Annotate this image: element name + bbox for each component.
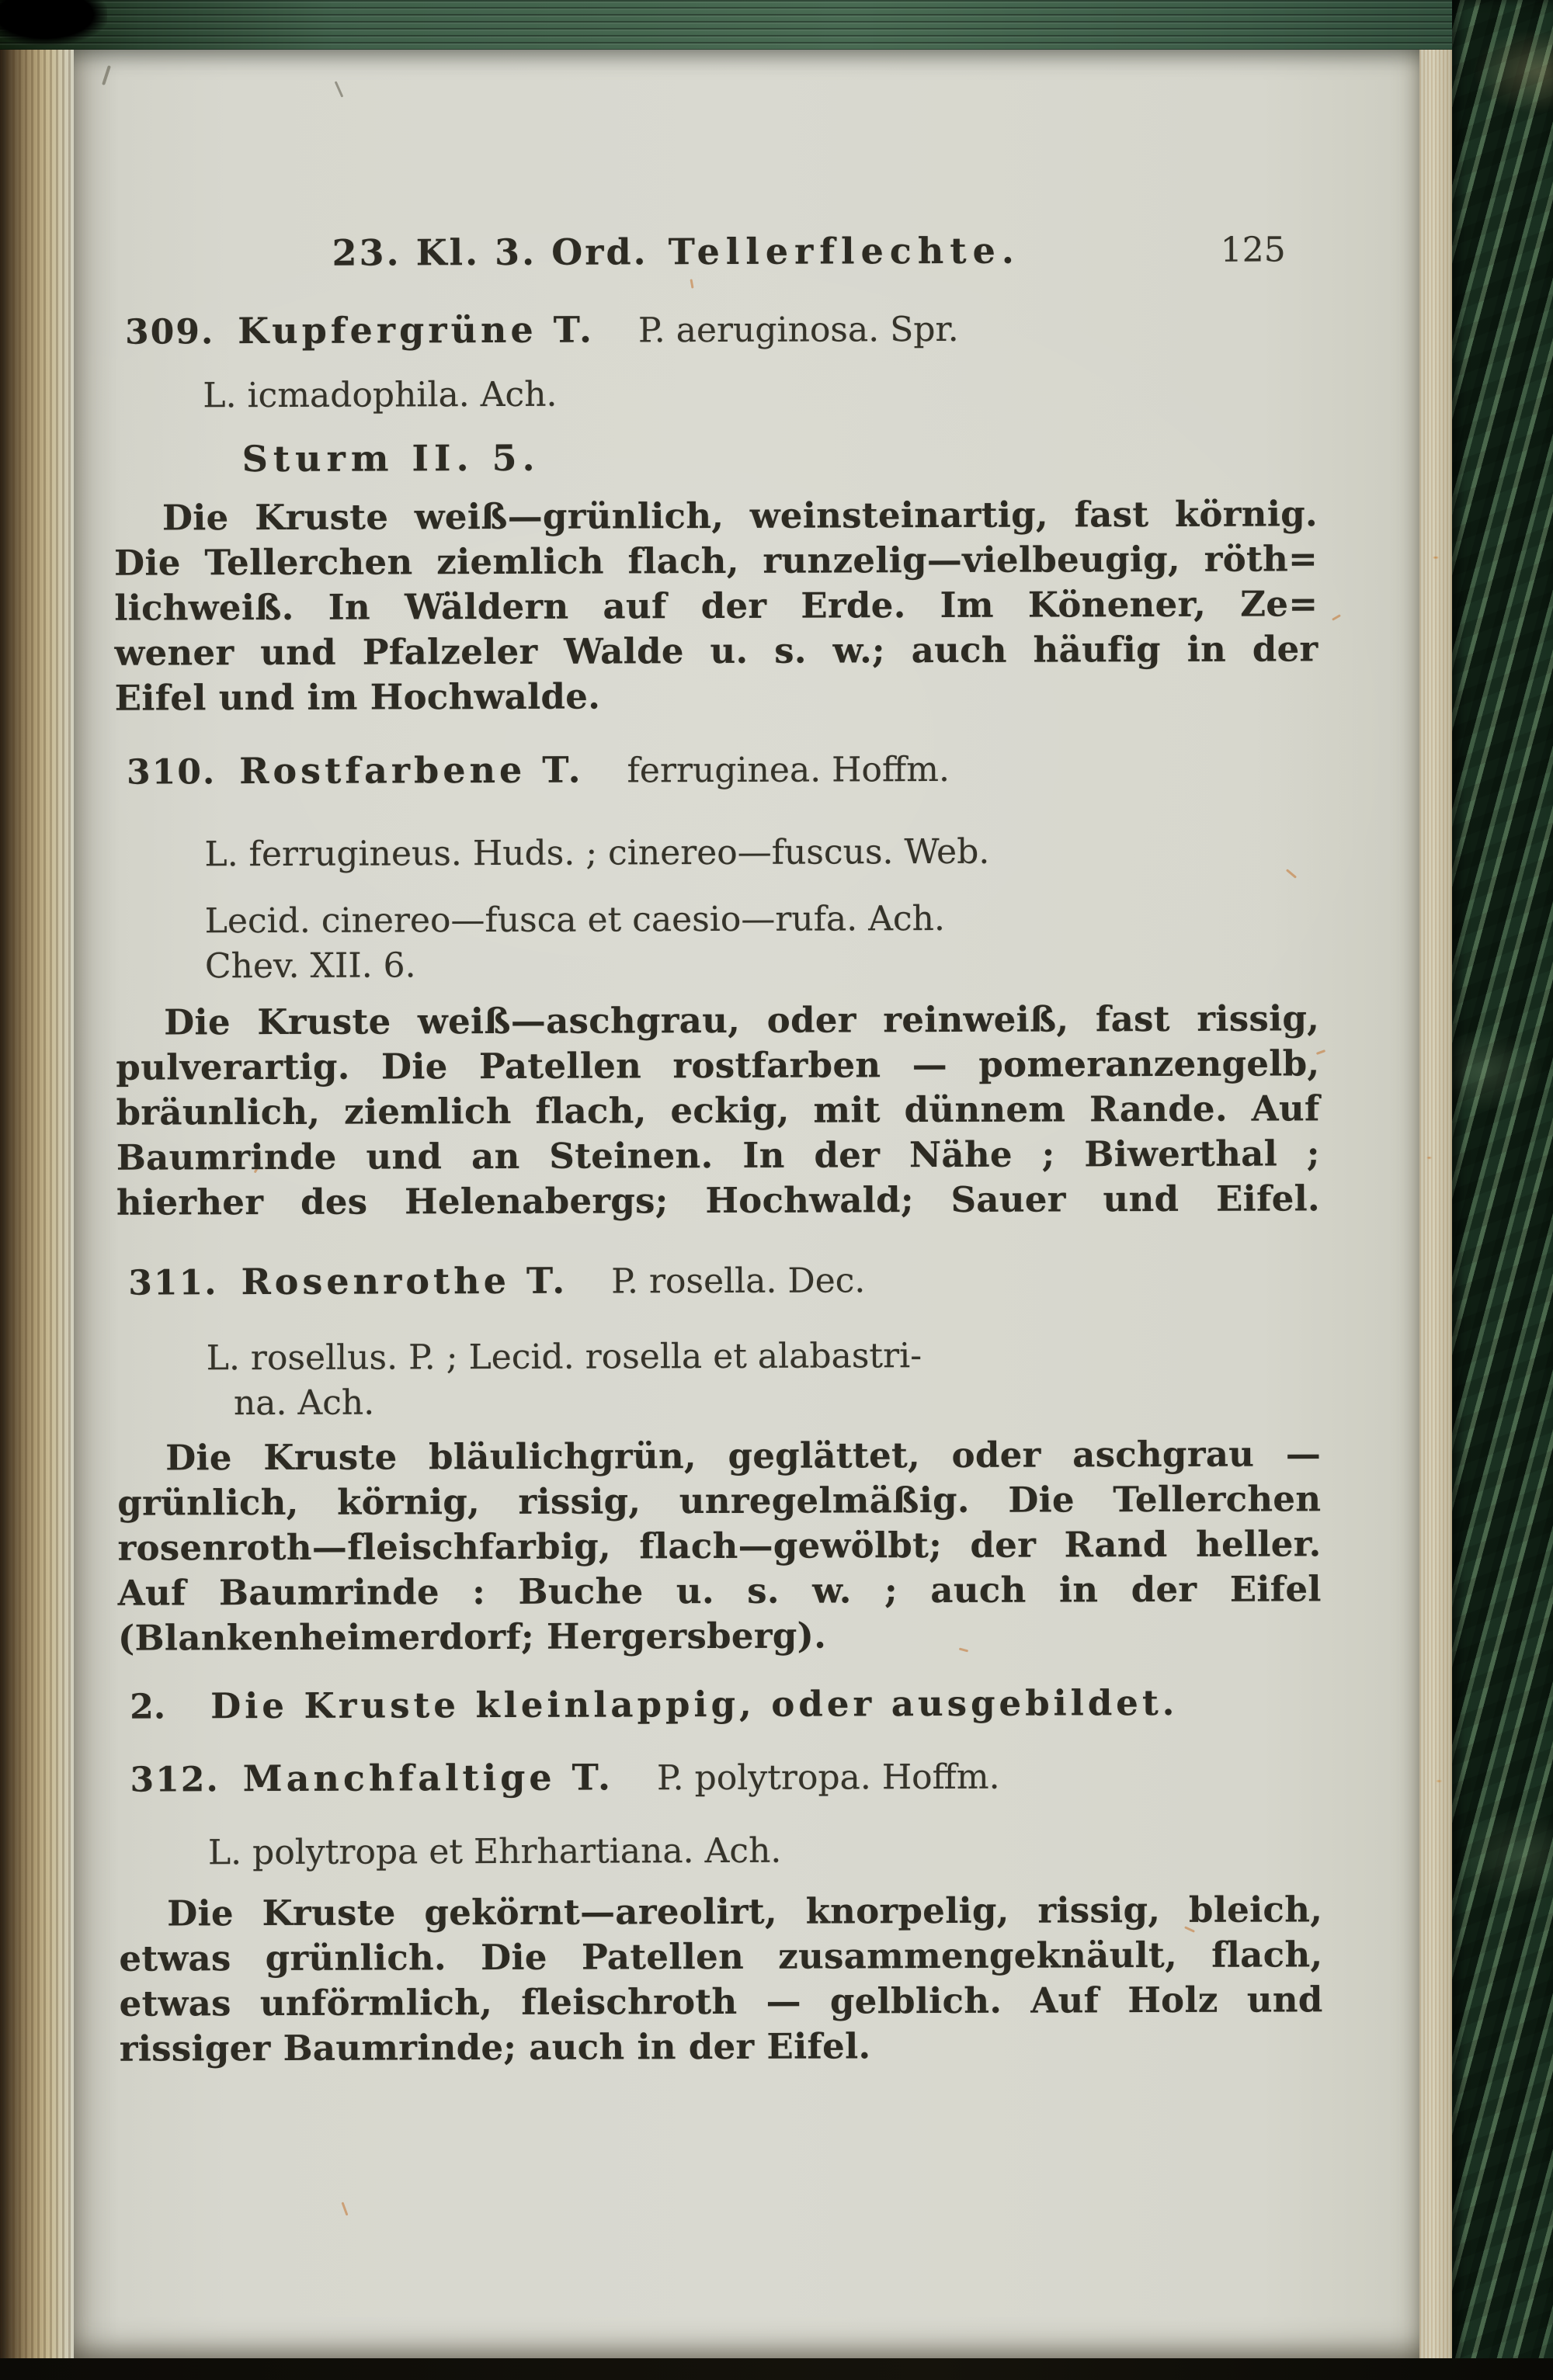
synonym-line: Lecid. cinereo—fusca et caesio—rufa. Ach.: [204, 898, 946, 942]
description-paragraph: [116, 996, 1320, 1225]
description-line: rosenroth—fleischfarbig, flach—gewölbt; der Rand heller.: [117, 1523, 1322, 1569]
book-bottom-edge: [0, 2358, 1553, 2380]
synonym-line: L. icmadophila. Ach.: [203, 374, 558, 416]
section-number: 2.: [130, 1687, 166, 1727]
description-line: etwas grünlich. Die Patellen zusammengeknäult, flach,: [119, 1934, 1323, 1979]
description-line: Auf Baumrinde : Buche u. s. w. ; auch in der Eifel: [117, 1568, 1322, 1614]
entry-latin-name: P. polytropa. Hoffm.: [656, 1757, 1000, 1799]
paper-fiber: [1332, 614, 1341, 621]
entry-heading-312: [118, 1754, 1333, 1799]
entry-number: 312.: [130, 1760, 220, 1800]
synonym-line: na. Ach.: [233, 1383, 375, 1424]
entry-german-name: Kupfergrüne T.: [238, 308, 596, 352]
book-top-edge: [0, 0, 1553, 53]
page-stack-edge: [1419, 50, 1452, 2358]
page-header: [113, 228, 1317, 274]
description-line: Die Kruste weiß—grünlich, weinsteinartig, fast körnig.: [162, 493, 1318, 539]
synonym-line: L. rosellus. P. ; Lecid. rosella et alabastri-: [206, 1336, 922, 1379]
entry-number: 310.: [126, 752, 217, 793]
section-heading: [118, 1681, 1333, 1726]
description-line: Die Kruste gekörnt—areolirt, knorpelig, rissig, bleich,: [167, 1889, 1323, 1934]
description-line: (Blankenheimerdorf; Hergersberg).: [117, 1615, 827, 1659]
entry-german-name: Manchfaltige T.: [242, 1756, 615, 1800]
description-line: Die Kruste bläulichgrün, geglättet, oder aschgrau —: [165, 1433, 1322, 1479]
entry-number: 311.: [128, 1263, 218, 1303]
entry-latin-name: P. aeruginosa. Spr.: [638, 309, 959, 351]
section-text: Die Kruste kleinlappig, oder ausgebildet.: [210, 1681, 1179, 1727]
entry-latin-name: ferruginea. Hoffm.: [627, 749, 950, 791]
entry-number: 309.: [124, 312, 215, 352]
description-line: wener und Pfalzeler Walde u. s. w.; auch häufig in der: [114, 628, 1318, 674]
description-line: Eifel und im Hochwalde.: [114, 675, 601, 719]
synonym-group: [117, 1332, 1321, 1426]
description-paragraph: [117, 1431, 1322, 1660]
pencil-mark: [102, 65, 111, 85]
description-line: Baumrinde und an Steinen. In der Nähe ; Biwerthal ;: [116, 1133, 1320, 1178]
description-line: grünlich, körnig, rissig, unregelmäßig. Die Tellerchen: [117, 1478, 1322, 1524]
entry-heading-310: [115, 746, 1330, 792]
description-line: pulverartig. Die Patellen rostfarben — pomeranzengelb,: [116, 1043, 1320, 1088]
description-line: hierher des Helenabergs; Hochwald; Sauer und Eifel.: [116, 1178, 1321, 1223]
synonym-line: Chev. XII. 6.: [204, 945, 416, 987]
synonym-line: L. polytropa et Ehrhartiana. Ach.: [207, 1830, 782, 1873]
description-line: Die Tellerchen ziemlich flach, runzelig—vielbeugig, röth=: [114, 538, 1318, 584]
synonym-line: L. ferrugineus. Huds. ; cinereo—fuscus. Web.: [204, 831, 990, 875]
synonym-group: [116, 895, 1319, 989]
running-title: [113, 229, 1239, 275]
page-content: [113, 47, 1324, 2360]
description-line: etwas unförmlich, fleischroth — gelblich. Auf Holz und: [119, 1979, 1323, 2024]
description-line: Die Kruste weiß—aschgrau, oder reinweiß, fast rissig,: [164, 997, 1320, 1043]
header-title: Tellerflechte.: [668, 229, 1020, 273]
entry-heading-309: [113, 306, 1329, 352]
page-gutter-edge: [0, 50, 74, 2358]
entry-heading-311: [116, 1257, 1332, 1303]
top-left-shadow: [0, 0, 107, 45]
description-line: rissiger Baumrinde; auch in der Eifel.: [119, 2025, 871, 2069]
entry-german-name: Rosenrothe T.: [241, 1259, 569, 1303]
page-number: 125: [1220, 230, 1286, 270]
marbled-book-edge: [1452, 0, 1553, 2380]
description-paragraph: [119, 1887, 1323, 2071]
description-line: bräunlich, ziemlich flach, eckig, mit dünnem Rande. Auf: [116, 1088, 1320, 1133]
entry-latin-name: P. rosella. Dec.: [611, 1261, 866, 1302]
book-page: [74, 50, 1419, 2358]
header-classification: 23. Kl. 3. Ord.: [332, 231, 648, 274]
reference-line: Sturm II. 5.: [241, 436, 540, 481]
entry-german-name: Rostfarbene T.: [239, 748, 585, 793]
description-paragraph: [114, 491, 1318, 720]
description-line: lichweiß. In Wäldern auf der Erde. Im Könener, Ze=: [114, 583, 1318, 629]
